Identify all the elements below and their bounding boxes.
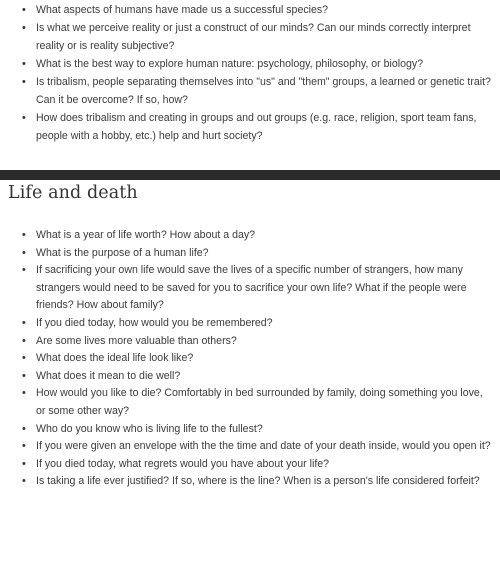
list-item	[20, 385, 494, 420]
question-text: Is what we perceive reality or just a construct of our minds? Can our minds correctly interpret reality or is reality subjective?	[36, 22, 471, 52]
bullet-icon: •	[22, 440, 26, 453]
list-item	[20, 421, 494, 439]
bullet-icon: •	[22, 246, 26, 259]
life-and-death-question-list	[20, 227, 494, 491]
question-text: If you died today, what regrets would you have about your life?	[36, 457, 330, 470]
list-item	[20, 73, 494, 109]
question-text: What does the ideal life look like?	[36, 352, 194, 365]
bullet-icon: •	[22, 229, 26, 241]
bullet-icon: •	[22, 352, 26, 365]
question-text: Who do you know who is living life to the fullest?	[36, 422, 263, 435]
bullet-icon: •	[22, 112, 26, 124]
bullet-icon: •	[22, 22, 26, 34]
list-item	[20, 245, 494, 263]
question-text: If sacrificing your own life would save the lives of a specific number of strangers, how many strangers would need to be saved for you to sacrifice your own life? What if the people were friends? How about family?	[36, 264, 467, 312]
question-text: What is the best way to explore human nature: psychology, philosophy, or biology?	[36, 58, 424, 70]
section-heading: Life and death	[8, 183, 138, 203]
list-item	[20, 227, 494, 245]
question-text: What is a year of life worth? How about a day?	[36, 229, 256, 241]
bullet-icon: •	[22, 76, 26, 88]
list-item	[20, 1, 494, 19]
bullet-icon: •	[22, 334, 26, 347]
list-item	[20, 109, 494, 145]
list-item	[20, 438, 494, 456]
bullet-icon: •	[22, 387, 26, 400]
list-item	[20, 350, 494, 368]
bullet-icon: •	[22, 316, 26, 329]
question-text: What aspects of humans have made us a successful species?	[36, 4, 329, 16]
list-item	[20, 315, 494, 333]
question-text: Is taking a life ever justified? If so, where is the line? When is a person's life considered forfeit?	[36, 475, 480, 488]
question-text: How does tribalism and creating in groups and out groups (e.g. race, religion, sport team fans, people with a hobby, etc.) help and hurt society?	[36, 112, 477, 142]
question-text: Are some lives more valuable than others?	[36, 334, 237, 347]
question-text: If you died today, how would you be remembered?	[36, 316, 273, 329]
bullet-icon: •	[22, 264, 26, 277]
list-item	[20, 368, 494, 386]
list-item	[20, 262, 494, 315]
bullet-icon: •	[22, 422, 26, 435]
bullet-icon: •	[22, 475, 26, 488]
question-text: What is the purpose of a human life?	[36, 246, 209, 259]
bullet-icon: •	[22, 457, 26, 470]
bullet-icon: •	[22, 369, 26, 382]
list-item	[20, 333, 494, 351]
list-item	[20, 456, 494, 474]
top-question-list	[20, 1, 494, 145]
bullet-icon: •	[22, 58, 26, 70]
section-divider	[0, 170, 500, 180]
question-text: How would you like to die? Comfortably in bed surrounded by family, doing something you love, or some other way?	[36, 387, 483, 417]
list-item	[20, 473, 494, 491]
list-item	[20, 19, 494, 55]
question-text: If you were given an envelope with the the time and date of your death inside, would you open it?	[36, 440, 491, 453]
list-item	[20, 55, 494, 73]
question-text: Is tribalism, people separating themselves into "us" and "them" groups, a learned or genetic trait? Can it be overcome? If so, how?	[36, 76, 491, 106]
question-text: What does it mean to die well?	[36, 369, 181, 382]
bullet-icon: •	[22, 4, 26, 16]
